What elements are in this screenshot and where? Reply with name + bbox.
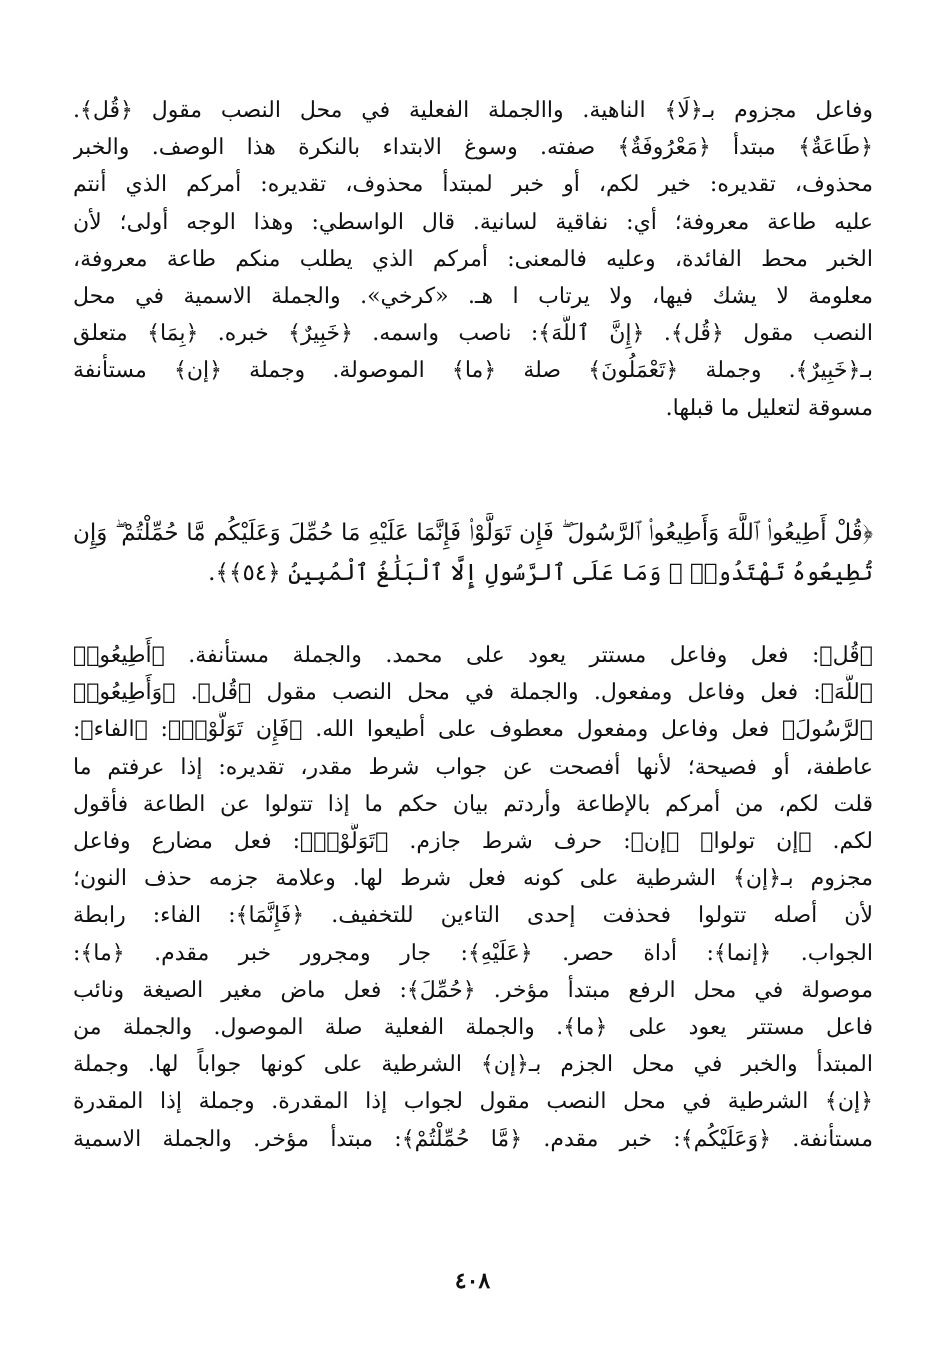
text-line: فاعل مستتر يعود على ﴿ما﴾. والجملة الفعلية صلة الموصول. والجملة من	[73, 1015, 873, 1041]
text-line: موصولة في محل الرفع مبتدأ مؤخر. ﴿حُمِّلَ﴾: فعل ماض مغير الصيغة ونائب	[73, 977, 873, 1003]
text-line: وفاعل مجزوم بـ﴿لَا﴾ الناهية. واالجملة الفعلية في محل النصب مقول ﴿قُل﴾.	[73, 98, 873, 123]
text-line: ﴿طَاعَةٌ﴾ مبتدأ ﴿مَعْرُوفَةٌ﴾ صفته. وسوغ الابتداء بالنكرة هذا الوصف. والخبر	[73, 135, 873, 161]
text-line: مستأنفة. ﴿وَعَلَيْكُم﴾: خبر مقدم. ﴿مَّا حُمِّلْتُمْ﴾: مبتدأ مؤخر. والجملة الاسمية	[73, 1126, 873, 1152]
text-line: عاطفة، أو فصيحة؛ لأنها أفصحت عن جواب شرط مقدر، تقديره: إذا عرفتم ما	[73, 754, 873, 780]
text-line: معلومة لا يشك فيها، ولا يرتاب ا هـ. «كرخي». والجملة الاسمية في محل	[73, 284, 873, 310]
text-line: بـ﴿خَبِيرٌ﴾. وجملة ﴿تَعْمَلُونَ﴾ صلة ﴿ما﴾ الموصولة. وجملة ﴿إن﴾ مستأنفة	[73, 358, 873, 384]
quran-verse	[73, 513, 873, 593]
text-line: المبتدأ والخبر في محل الجزم بـ﴿إن﴾ الشرطية على كونها جواباً لها. وجملة	[73, 1052, 873, 1078]
text-line: عليه طاعة معروفة؛ أي: نفاقية لسانية. قال الواسطي: وهذا الوجه أولى؛ لأن	[73, 209, 873, 235]
verse-line: ﴿قُلْ أَطِيعُوا۟ ٱللَّهَ وَأَطِيعُوا۟ ٱلرَّسُولَ ۖ فَإِن تَوَلَّوْا۟ فَإِنَّمَا عَلَيْهِ مَا حُمِّلَ وَعَلَيْكُم مَّا حُمِّلْتُمْ ۖ وَإِن	[73, 520, 873, 546]
text-line: ٱلرَّسُولَ﴾ فعل وفاعل ومفعول معطوف على أطيعوا الله. ﴿فَإِن تَوَلَّوْا۟﴾: ﴿الفاء﴾:	[73, 717, 873, 743]
text-line: ﴿قُل﴾: فعل وفاعل مستتر يعود على محمد. والجملة مستأنفة. ﴿أَطِيعُوا۟	[73, 643, 873, 668]
text-line: لأن أصله تتولوا فحذفت إحدى التاءين للتخفيف. ﴿فَإِنَّمَا﴾: الفاء: رابطة	[73, 903, 873, 929]
text-line: مسوقة لتعليل ما قبلها.	[665, 395, 873, 421]
commentary-paragraph-2	[73, 637, 873, 1158]
text-line: مجزوم بـ﴿إن﴾ الشرطية على كونه فعل شرط لها. وعلامة جزمه حذف النون؛	[73, 866, 873, 892]
text-line: النصب مقول ﴿قُل﴾. ﴿إِنَّ ٱللَّهَ﴾: ناصب واسمه. ﴿خَبِيرٌ﴾ خبره. ﴿بِمَا﴾ متعلق	[73, 321, 873, 347]
page-number: ٤٠٨	[454, 1268, 491, 1294]
text-line: ﴿إن﴾ الشرطية في محل النصب مقول لجواب إذا المقدرة. وجملة إذا المقدرة	[73, 1089, 873, 1115]
text-line: قلت لكم، من أمركم بالإطاعة وأردتم بيان حكم ما إذا تتولوا عن الطاعة فأقول	[73, 791, 873, 817]
text-line: لكم. ﴿إن تولوا﴾ ﴿إن﴾: حرف شرط جازم. ﴿تَوَلَّوْا۟﴾: فعل مضارع وفاعل	[73, 829, 873, 855]
text-line: الجواب. ﴿إنما﴾: أداة حصر. ﴿عَلَيْهِ﴾: جار ومجرور خبر مقدم. ﴿ما﴾:	[73, 940, 873, 966]
verse-line: تُطِيعُوهُ تَهْتَدُوا۟ ۚ وَمَا عَلَى ٱلرَّسُولِ إِلَّا ٱلْبَلَٰغُ ٱلْمُبِينُ ﴿٥٤﴾﴾.	[208, 560, 873, 586]
text-line: محذوف، تقديره: خير لكم، أو خبر لمبتدأ محذوف، تقديره: أمركم الذي أنتم	[73, 172, 873, 198]
text-line: ٱللَّهَ﴾: فعل وفاعل ومفعول. والجملة في محل النصب مقول ﴿قُل﴾. ﴿وَأَطِيعُوا۟	[73, 680, 873, 706]
commentary-paragraph-1	[73, 92, 873, 427]
text-line: الخبر محط الفائدة، وعليه فالمعنى: أمركم الذي يطلب منكم طاعة معروفة،	[73, 246, 873, 272]
